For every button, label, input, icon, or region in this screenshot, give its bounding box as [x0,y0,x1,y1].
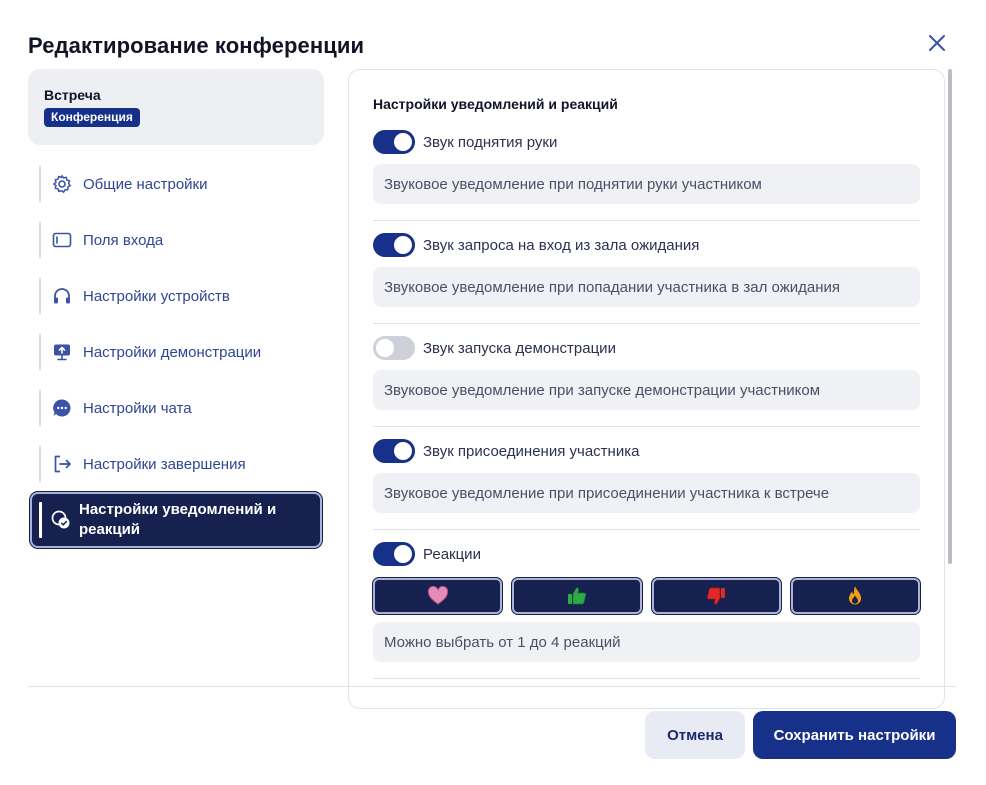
panel-scrollbar[interactable] [948,69,952,564]
fire-icon [845,585,865,607]
toggle-knob [394,442,412,460]
gear-icon [52,174,72,194]
thumbs-down-icon [705,586,727,606]
reaction-thumbs-down[interactable] [652,578,781,614]
nav-indicator [39,278,41,314]
settings-panel [348,69,945,709]
sidebar-item-label: Поля входа [83,231,164,249]
footer-divider [28,686,956,687]
headphones-icon [52,286,72,306]
sidebar-item-label: Настройки демонстрации [83,343,262,361]
setting-waiting-room-sound [373,221,920,324]
toggle-switch[interactable] [373,542,415,566]
setting-raise-hand-sound [373,118,920,221]
setting-description: Звуковое уведомление при поднятии руки участником [373,164,920,204]
setting-label: Звук поднятия руки [423,133,558,151]
setting-description: Звуковое уведомление при запуске демонстрации участником [373,370,920,410]
nav-indicator [39,334,41,370]
setting-label: Звук запроса на вход из зала ожидания [423,236,700,254]
section-title: Настройки уведомлений и реакций [373,96,618,112]
meeting-type-badge: Конференция [44,108,140,127]
nav-indicator [39,502,42,538]
divider [373,678,920,679]
save-settings-button[interactable]: Сохранить настройки [753,711,956,759]
reaction-fire[interactable] [791,578,920,614]
setting-join-sound [373,427,920,530]
sidebar-item-notifications[interactable] [30,492,322,548]
exit-icon [52,454,72,474]
nav-indicator [39,390,41,426]
sidebar-item-ending[interactable] [28,436,324,492]
setting-label: Реакции [423,545,481,563]
nav-indicator [39,166,41,202]
sidebar-item-label: Общие настройки [83,175,208,193]
setting-description: Звуковое уведомление при попадании участника в зал ожидания [373,267,920,307]
reactions-list [373,578,920,614]
heart-icon [427,586,449,606]
reaction-thumbs-up[interactable] [512,578,641,614]
setting-description: Звуковое уведомление при присоединении участника к встрече [373,473,920,513]
sidebar-nav [28,156,324,538]
chat-bubble-icon [52,398,72,418]
sidebar-item-screen-share[interactable] [28,324,324,380]
sidebar-item-login-fields[interactable] [28,212,324,268]
cancel-button[interactable]: Отмена [645,711,745,759]
toggle-switch[interactable] [373,439,415,463]
dialog-title: Редактирование конференции [28,33,365,58]
toggle-switch[interactable] [373,130,415,154]
sidebar-item-devices[interactable] [28,268,324,324]
reaction-heart[interactable] [373,578,502,614]
toggle-knob [394,133,412,151]
toggle-knob [394,236,412,254]
setting-label: Звук присоединения участника [423,442,640,460]
close-icon [927,33,947,53]
meeting-card [28,69,324,145]
toggle-knob [394,545,412,563]
toggle-switch[interactable] [373,233,415,257]
close-button[interactable] [924,30,950,56]
meeting-title: Встреча [44,87,101,103]
toggle-switch[interactable] [373,336,415,360]
sidebar-item-label: Настройки устройств [83,287,230,305]
sidebar-item-chat[interactable] [28,380,324,436]
setting-label: Звук запуска демонстрации [423,339,616,357]
sidebar-item-label: Настройки завершения [83,455,246,473]
input-field-icon [52,230,72,250]
screen-share-icon [52,342,72,362]
notifications-reactions-icon [51,510,71,530]
sidebar-item-label: Настройки уведомлений и реакций [79,501,277,538]
nav-indicator [39,222,41,258]
setting-screen-share-sound [373,324,920,427]
sidebar-item-general[interactable] [28,156,324,212]
setting-reactions [373,530,920,679]
sidebar-item-label: Настройки чата [83,399,192,417]
thumbs-up-icon [566,586,588,606]
setting-description: Можно выбрать от 1 до 4 реакций [373,622,920,662]
nav-indicator [39,446,41,482]
toggle-knob [376,339,394,357]
